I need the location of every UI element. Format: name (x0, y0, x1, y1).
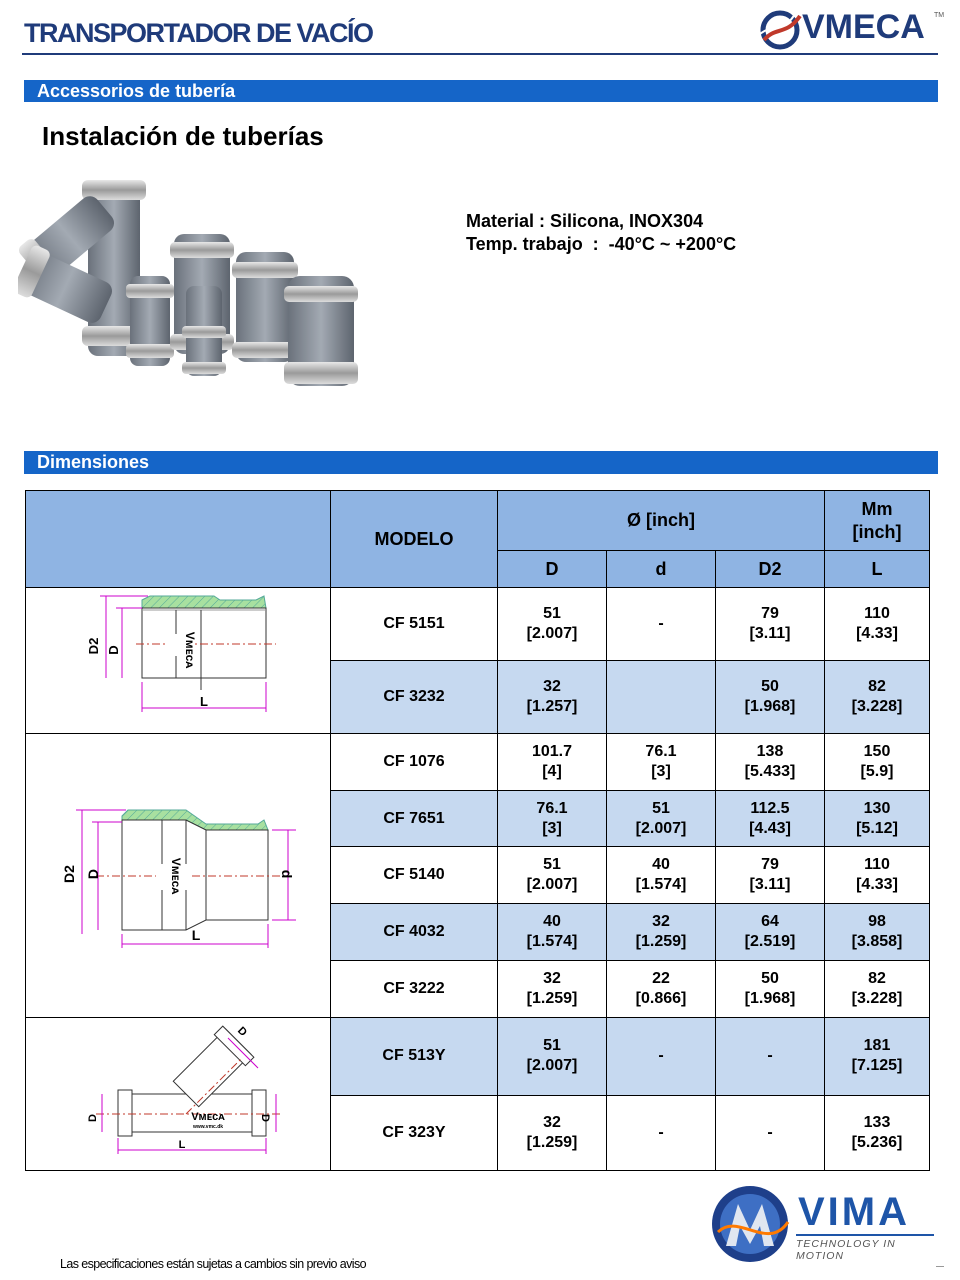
value-L-inch: [7.125] (851, 1057, 903, 1075)
value-D: 76.1 (536, 799, 568, 817)
value-L-inch: [3.228] (851, 989, 903, 1007)
value-D-inch: [1.259] (526, 1133, 578, 1151)
vmeca-brand-text: VMECA (802, 8, 925, 46)
vmeca-url: www.vmc.dk (192, 1124, 224, 1130)
material-line: Material : Silicona, INOX304 (466, 211, 704, 231)
value-D2: 112.5 (750, 799, 790, 817)
value-D: 51 (543, 855, 561, 873)
accessories-band: Accessorios de tubería (24, 80, 938, 102)
label-D: D (85, 868, 101, 880)
table-row (26, 1018, 930, 1096)
dimensions-table (25, 490, 930, 1171)
document-title: TRANSPORTADOR DE VACÍO (24, 18, 373, 48)
col-L-header: L (825, 551, 930, 588)
value-D-inch: [2.007] (526, 875, 578, 893)
y-fitting-drawing (96, 1026, 282, 1154)
value-d: - (658, 1047, 664, 1065)
temperature-line: Temp. trabajo : -40°C ~ +200°C (466, 234, 737, 254)
modelo-header: MODELO (331, 491, 498, 588)
value-D2: 64 (761, 912, 779, 930)
section-title: Instalación de tuberías (42, 121, 324, 151)
model-cell: CF 5151 (331, 588, 498, 661)
value-D2: - (767, 1123, 773, 1141)
value-D-inch: [3] (542, 819, 562, 837)
value-L-inch: [5.9] (860, 763, 894, 781)
value-D2-inch: [1.968] (744, 698, 796, 715)
value-L-inch: [5.12] (856, 819, 898, 837)
vima-brand-text: VIMA (798, 1190, 910, 1234)
vima-tagline: TECHNOLOGY IN MOTION (796, 1238, 896, 1262)
value-D2-inch: [3.11] (749, 875, 791, 893)
value-L-inch: [3.228] (851, 698, 903, 715)
model-cell: CF 5140 (331, 847, 498, 903)
vmeca-mark: Vᴍᴇᴄᴀ (191, 1111, 225, 1123)
label-d: d (279, 869, 295, 879)
header-rule (22, 53, 938, 55)
value-L: 82 (868, 969, 886, 987)
value-L-inch: [3.858] (851, 932, 903, 950)
value-L: 82 (868, 678, 886, 695)
value-L-inch: [4.33] (856, 625, 898, 642)
value-D-inch: [2.007] (526, 1057, 578, 1075)
value-D: 40 (543, 912, 561, 930)
vmeca-mark: Vᴍᴇᴄᴀ (183, 631, 197, 669)
value-D: 32 (543, 969, 561, 987)
value-d: 32 (652, 912, 670, 930)
value-d: 40 (652, 855, 670, 873)
model-cell: CF 4032 (331, 903, 498, 960)
value-d-inch: [2.007] (635, 819, 687, 837)
value-D2: 50 (761, 969, 779, 987)
value-L-inch: [5.236] (851, 1133, 903, 1151)
label-D-left: D (87, 1114, 99, 1122)
model-cell: CF 3222 (331, 960, 498, 1017)
vima-logo (708, 1182, 938, 1268)
label-D2: D2 (61, 865, 77, 883)
value-D2: 138 (756, 743, 784, 761)
label-D2: D2 (86, 637, 101, 655)
value-D2-inch: [3.11] (749, 625, 791, 642)
value-D: 51 (543, 1037, 561, 1055)
vima-rule (796, 1234, 934, 1236)
disclaimer-note: Las especificaciones están sujetas a cambios sin previo aviso (60, 1257, 366, 1271)
value-L: 110 (864, 605, 890, 622)
value-D: 32 (543, 1113, 561, 1131)
model-cell: CF 7651 (331, 791, 498, 847)
value-D2-inch: [5.433] (744, 763, 796, 781)
value-D2-inch: [2.519] (744, 932, 796, 950)
value-L: 150 (863, 743, 891, 761)
label-L: L (191, 927, 201, 943)
dimensions-band: Dimensiones (24, 451, 938, 474)
table-row (26, 588, 930, 661)
value-d: - (658, 1123, 664, 1141)
col-D-header: D (498, 551, 607, 588)
diameter-header: Ø [inch] (498, 491, 825, 551)
value-D-inch: [1.574] (526, 932, 578, 950)
diagram-header-cell (26, 491, 331, 588)
col-D2-header: D2 (716, 551, 825, 588)
mm-header-line1: Mm (861, 498, 893, 519)
reducer-drawing (76, 810, 296, 948)
value-L: 181 (863, 1037, 891, 1055)
value-d-inch: [0.866] (635, 989, 687, 1007)
fittings-product-photo (18, 166, 358, 406)
value-D: 51 (543, 605, 561, 622)
value-d-inch: [1.259] (635, 932, 687, 950)
model-cell: CF 323Y (331, 1095, 498, 1170)
value-d: 22 (652, 969, 670, 987)
value-D2-inch: [1.968] (744, 989, 796, 1007)
value-D-inch: [4] (542, 763, 562, 781)
trademark-mark: TM (934, 12, 945, 19)
value-D-inch: [1.259] (526, 989, 578, 1007)
y-fitting-diagram (26, 1018, 331, 1171)
value-D-inch: [2.007] (526, 625, 578, 642)
value-D2-inch: [4.43] (749, 819, 791, 837)
value-d-inch: [3] (651, 763, 671, 781)
value-L: 98 (868, 912, 886, 930)
value-d: - (658, 615, 664, 632)
value-d: 51 (652, 799, 670, 817)
label-D-branch: D (235, 1024, 250, 1039)
vima-emblem-icon (708, 1182, 792, 1266)
label-D-right: D (259, 1114, 271, 1122)
value-D2: 79 (761, 605, 779, 622)
model-cell: CF 3232 (331, 661, 498, 734)
col-d-header: d (607, 551, 716, 588)
value-L: 110 (864, 855, 890, 873)
value-D2: 50 (761, 678, 779, 695)
straight-coupler-diagram (26, 588, 331, 734)
corner-mark (936, 1266, 944, 1267)
value-L: 130 (863, 799, 891, 817)
value-D-inch: [1.257] (526, 698, 578, 715)
material-specs (466, 210, 736, 256)
value-d-inch: [1.574] (635, 875, 687, 893)
value-L: 133 (863, 1113, 891, 1131)
model-cell: CF 1076 (331, 734, 498, 791)
value-D2: - (767, 1047, 773, 1065)
value-D2: 79 (761, 855, 779, 873)
mm-header (825, 491, 930, 551)
value-d: 76.1 (645, 743, 677, 761)
model-cell: CF 513Y (331, 1018, 498, 1096)
table-row (26, 734, 930, 791)
vmeca-swirl-icon (756, 6, 804, 52)
value-L-inch: [4.33] (856, 875, 898, 893)
vmeca-mark: Vᴍᴇᴄᴀ (169, 857, 183, 895)
label-L: L (200, 694, 208, 709)
label-D: D (106, 645, 121, 655)
reducer-coupler-diagram (26, 734, 331, 1018)
label-L: L (178, 1139, 186, 1151)
value-D: 32 (543, 678, 561, 695)
mm-header-line2: [inch] (852, 521, 902, 542)
vmeca-logo (756, 6, 945, 52)
value-D: 101.7 (531, 743, 573, 761)
